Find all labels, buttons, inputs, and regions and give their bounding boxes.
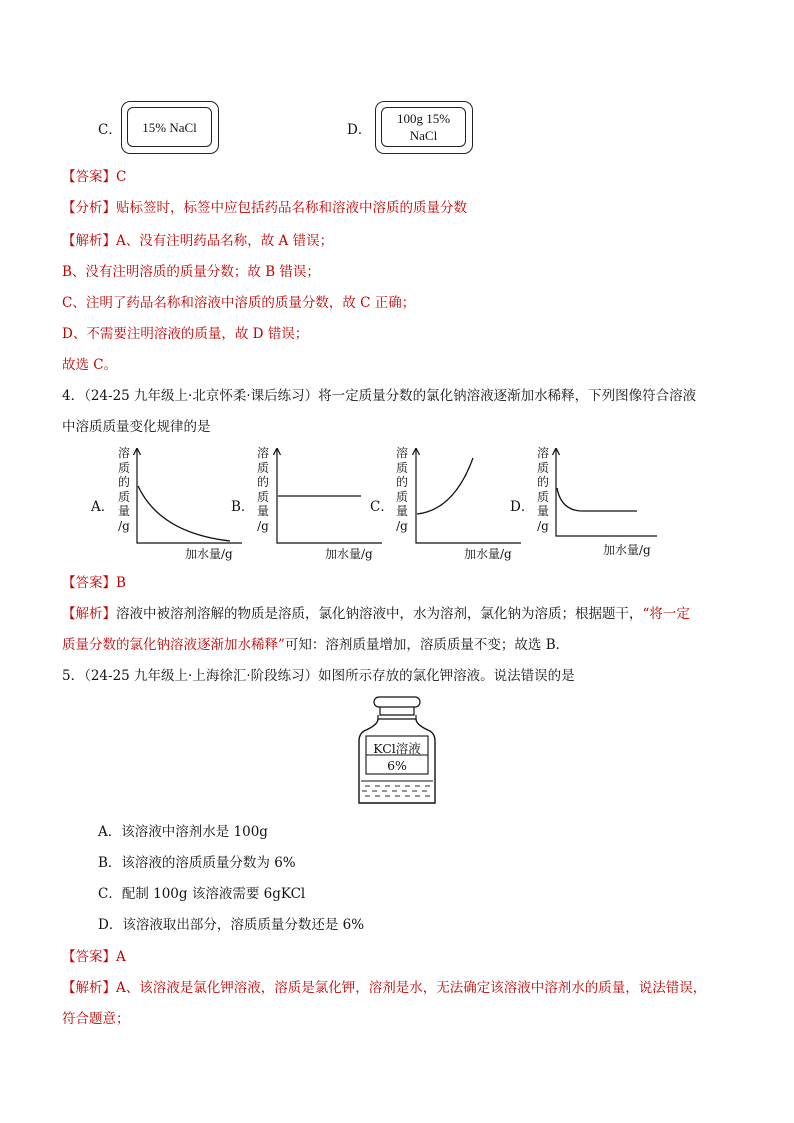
- option-d-letter: D．: [347, 122, 372, 138]
- explanation-tag: 【解析】: [62, 606, 116, 622]
- ylabel-char: 质: [536, 460, 549, 475]
- ylabel-char: 溶: [256, 446, 269, 460]
- explanation-quote: “将一定: [642, 606, 690, 622]
- stopper-neck: [380, 707, 414, 715]
- q3-explanation-2: B、没有注明溶质的质量分数；故 B 错误；: [62, 264, 320, 280]
- ylabel-char: /g: [396, 518, 408, 533]
- graph-b-ylabel: [256, 446, 270, 533]
- answer-value: A: [116, 949, 126, 965]
- ylabel-char: 量: [536, 504, 549, 518]
- q4-explanation-1: [62, 602, 690, 622]
- explanation-text: 可知：溶剂质量增加，溶质质量不变；故选 B．: [284, 637, 570, 653]
- answer-tag: 【答案】: [62, 575, 116, 591]
- graph-c-ylabel: [395, 446, 409, 533]
- q5-option-a: A．该溶液中溶剂水是 100g: [98, 824, 268, 840]
- curve-increasing: [417, 458, 473, 514]
- graph-c-letter: C．: [370, 499, 394, 515]
- graph-d-ylabel: [536, 446, 550, 533]
- q5-explanation-2: 符合题意；: [62, 1011, 130, 1027]
- graph-d: [549, 448, 661, 540]
- y-axis: [416, 448, 521, 543]
- explanation-tag: 【解析】: [62, 980, 116, 996]
- graph-a-ylabel: [117, 446, 131, 533]
- ylabel-char: 质: [117, 460, 130, 475]
- liquid-dashes: [362, 786, 430, 796]
- explanation-text: A、该溶液是氯化钾溶液，溶质是氯化钾，溶剂是水，无法确定该溶液中溶剂水的质量，说法错误，: [116, 980, 707, 996]
- ylabel-char: 质: [117, 489, 130, 504]
- nacl-label-d: [375, 101, 473, 154]
- label-c-text: 15% NaCl: [142, 119, 197, 135]
- answer-tag: 【答案】: [62, 949, 116, 965]
- graph-a: [130, 448, 245, 546]
- bottle-label-line1: KCl溶液: [373, 741, 421, 756]
- q3-explanation-4: D、不需要注明溶液的质量，故 D 错误；: [62, 326, 309, 342]
- explanation-tag: 【解析】: [62, 233, 116, 249]
- y-axis: [556, 448, 657, 536]
- q5-answer: [62, 945, 126, 965]
- q5-option-b: B．该溶液的溶质质量分数为 6%: [98, 855, 296, 871]
- ylabel-char: 的: [536, 475, 549, 489]
- answer-tag: 【答案】: [62, 169, 116, 185]
- ylabel-char: 质: [256, 489, 269, 504]
- ylabel-char: 质: [395, 460, 408, 475]
- ylabel-char: /g: [537, 518, 549, 533]
- ylabel-char: 溶: [395, 446, 408, 460]
- ylabel-char: 的: [395, 475, 408, 489]
- curve-decreasing: [138, 486, 230, 541]
- label-d-line1: 100g 15%: [396, 111, 451, 126]
- ylabel-char: 量: [117, 504, 130, 518]
- graph-c-xlabel: 加水量/g: [464, 547, 512, 561]
- q5-explanation-1: [62, 976, 706, 996]
- ylabel-char: 质: [395, 489, 408, 504]
- graph-a-xlabel: 加水量/g: [185, 547, 233, 561]
- ylabel-char: 的: [117, 475, 130, 489]
- ylabel-char: 质: [536, 489, 549, 504]
- analysis-tag: 【分析】: [62, 200, 116, 216]
- q4-explanation-2: [62, 633, 569, 653]
- q4-answer: [62, 571, 126, 591]
- q3-explanation-1: [62, 229, 333, 249]
- ylabel-char: 量: [395, 504, 408, 518]
- ylabel-char: 量: [256, 504, 269, 518]
- graph-d-xlabel: 加水量/g: [603, 543, 651, 557]
- q3-explanation-3: C、注明了药品名称和溶液中溶质的质量分数，故 C 正确；: [62, 295, 416, 311]
- ylabel-char: /g: [257, 518, 269, 533]
- stopper-cap: [374, 697, 420, 707]
- ylabel-char: 质: [256, 460, 269, 475]
- explanation-quote: 质量分数的氯化钠溶液逐渐加水稀释”: [62, 637, 285, 653]
- q3-explanation-5: 故选 C。: [62, 357, 118, 373]
- q5-option-c: C．配制 100g 该溶液需要 6gKCl: [98, 886, 306, 902]
- q4-stem-line2: 中溶质质量变化规律的是: [62, 419, 211, 435]
- explanation-line: A、没有注明药品名称，故 A 错误；: [116, 233, 334, 249]
- explanation-text: 溶液中被溶剂溶解的物质是溶质，氯化钠溶液中，水为溶剂，氯化钠为溶质；根据题干，: [116, 606, 643, 622]
- answer-value: C: [116, 169, 127, 185]
- nacl-label-c: [121, 101, 219, 154]
- ylabel-char: 溶: [536, 446, 549, 460]
- q5-stem: 5．（24-25 九年级上·上海徐汇·阶段练习）如图所示存放的氯化钾溶液。说法错误的是: [62, 668, 575, 684]
- ylabel-char: /g: [118, 518, 130, 533]
- graph-d-letter: D．: [510, 499, 535, 515]
- curve-drop-then-flat: [557, 488, 637, 511]
- graph-b-letter: B．: [231, 499, 255, 515]
- q3-analysis: [62, 196, 467, 216]
- bottle-label-line2: 6%: [387, 758, 407, 773]
- ylabel-char: 溶: [117, 446, 130, 460]
- answer-value: B: [116, 575, 126, 591]
- graph-b-xlabel: 加水量/g: [325, 547, 373, 561]
- ylabel-char: 的: [256, 475, 269, 489]
- graph-a-letter: A．: [91, 499, 115, 515]
- q5-option-d: D．该溶液取出部分，溶质质量分数还是 6%: [98, 917, 365, 933]
- option-c-letter: C．: [98, 122, 122, 138]
- graph-b: [270, 448, 385, 546]
- q3-answer: [62, 165, 126, 185]
- y-axis: [137, 448, 242, 543]
- label-d-line2: NaCl: [409, 128, 438, 143]
- graph-c: [409, 448, 524, 546]
- q4-stem-line1: 4．（24-25 九年级上·北京怀柔·课后练习）将一定质量分数的氯化钠溶液逐渐加水稀释，下列图像符合溶液: [62, 388, 697, 404]
- analysis-text: 贴标签时，标签中应包括药品名称和溶液中溶质的质量分数: [116, 200, 467, 216]
